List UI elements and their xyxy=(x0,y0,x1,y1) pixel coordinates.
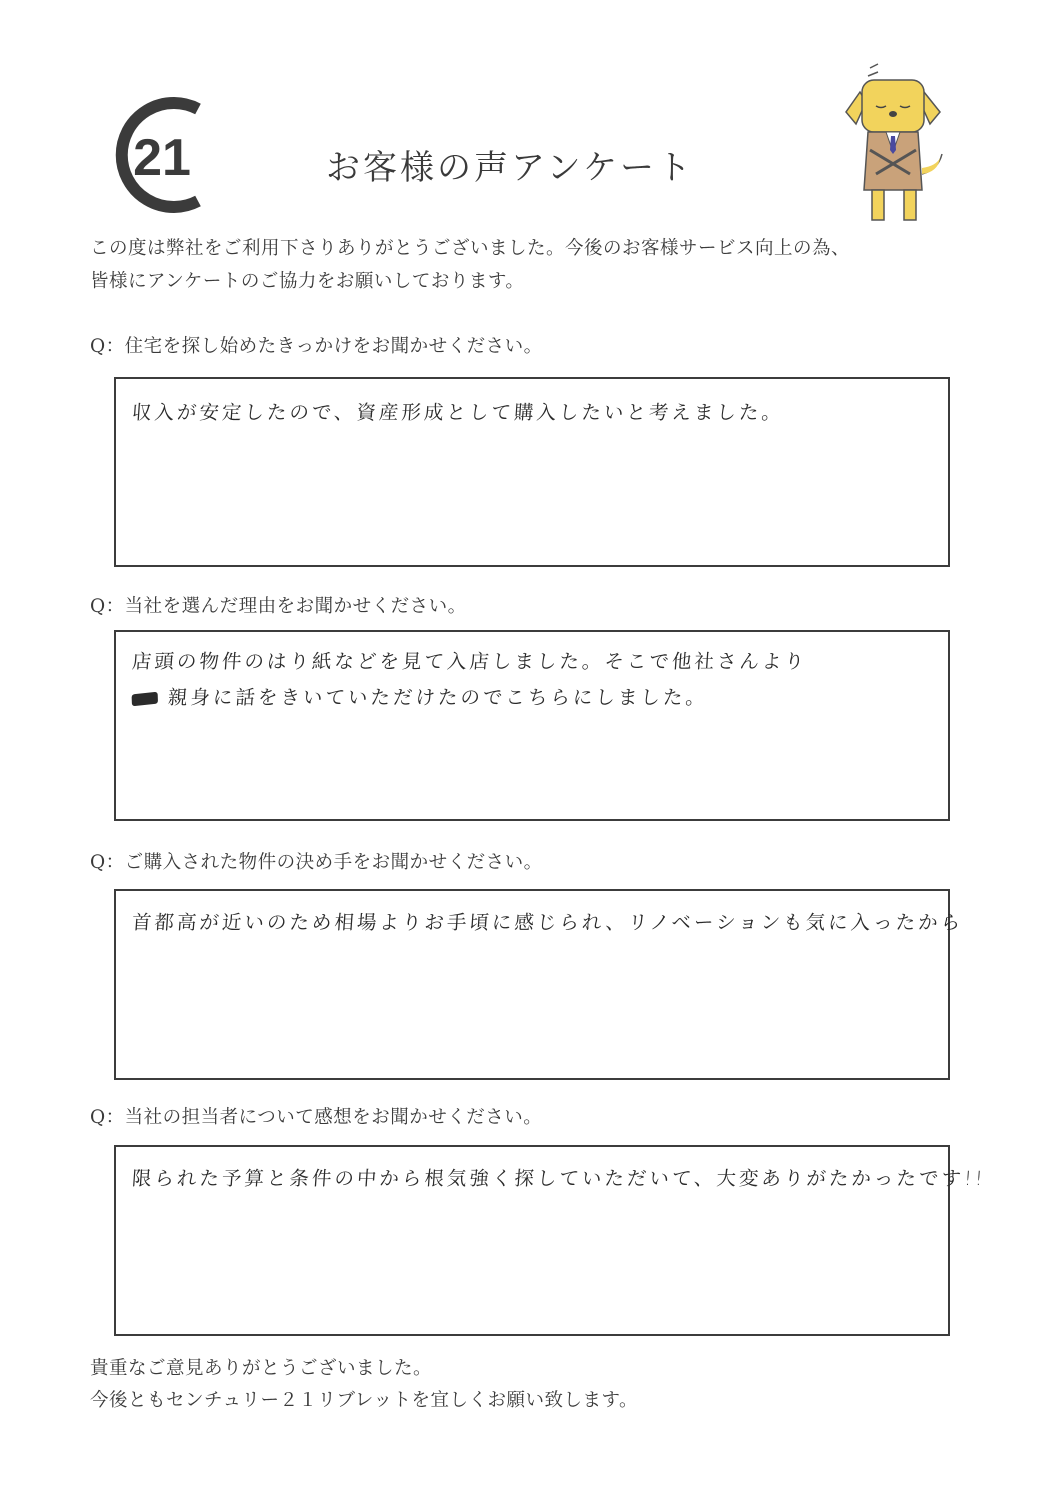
scribble-mark xyxy=(132,691,158,706)
intro-line: 皆様にアンケートのご協力をお願いしております。 xyxy=(90,271,525,292)
answer-2-line-2: 親身に話をきいていただけたのでこちらにしました。 xyxy=(167,686,709,709)
answer-4-line-1: 限られた予算と条件の中から根気強く探していただいて、大変ありがたかったです!! xyxy=(131,1167,987,1190)
answer-box-3 xyxy=(114,889,965,1080)
c21-emblem-icon xyxy=(100,95,210,215)
question-1: Q：住宅を探し始めたきっかけをお聞かせください。 xyxy=(90,336,543,357)
answer-1-line-1: 収入が安定したので、資産形成として購入したいと考えました。 xyxy=(131,401,785,424)
closing-text xyxy=(90,1353,638,1417)
dog-mascot-icon xyxy=(838,62,948,227)
question-3: Q：ご購入された物件の決め手をお聞かせください。 xyxy=(90,852,543,873)
closing-line: 貴重なご意見ありがとうございました。 xyxy=(90,1358,433,1379)
answer-2-line-2-wrapper xyxy=(131,682,709,710)
answer-3-line-1: 首都高が近いのため相場よりお手頃に感じられ、リノベーションも気に入ったから xyxy=(131,911,965,934)
answer-box-4 xyxy=(114,1145,987,1336)
question-2: Q：当社を選んだ理由をお聞かせください。 xyxy=(90,596,467,617)
page-title: お客様の声アンケート xyxy=(326,148,694,188)
answer-box-2 xyxy=(114,630,950,821)
answer-box-1 xyxy=(114,377,950,567)
intro-text xyxy=(90,232,850,298)
century21-logo xyxy=(100,95,210,215)
intro-line: この度は弊社をご利用下さりありがとうございました。今後のお客様サービス向上の為、 xyxy=(90,238,851,259)
closing-line: 今後ともセンチュリー２１リブレットを宜しくお願い致します。 xyxy=(90,1390,639,1411)
question-4: Q：当社の担当者について感想をお聞かせください。 xyxy=(90,1107,543,1128)
mascot-illustration xyxy=(838,62,948,227)
answer-2-line-1: 店頭の物件のはり紙などを見て入店しました。そこで他社さんより xyxy=(131,650,808,673)
logo-text: 21 xyxy=(133,129,191,187)
